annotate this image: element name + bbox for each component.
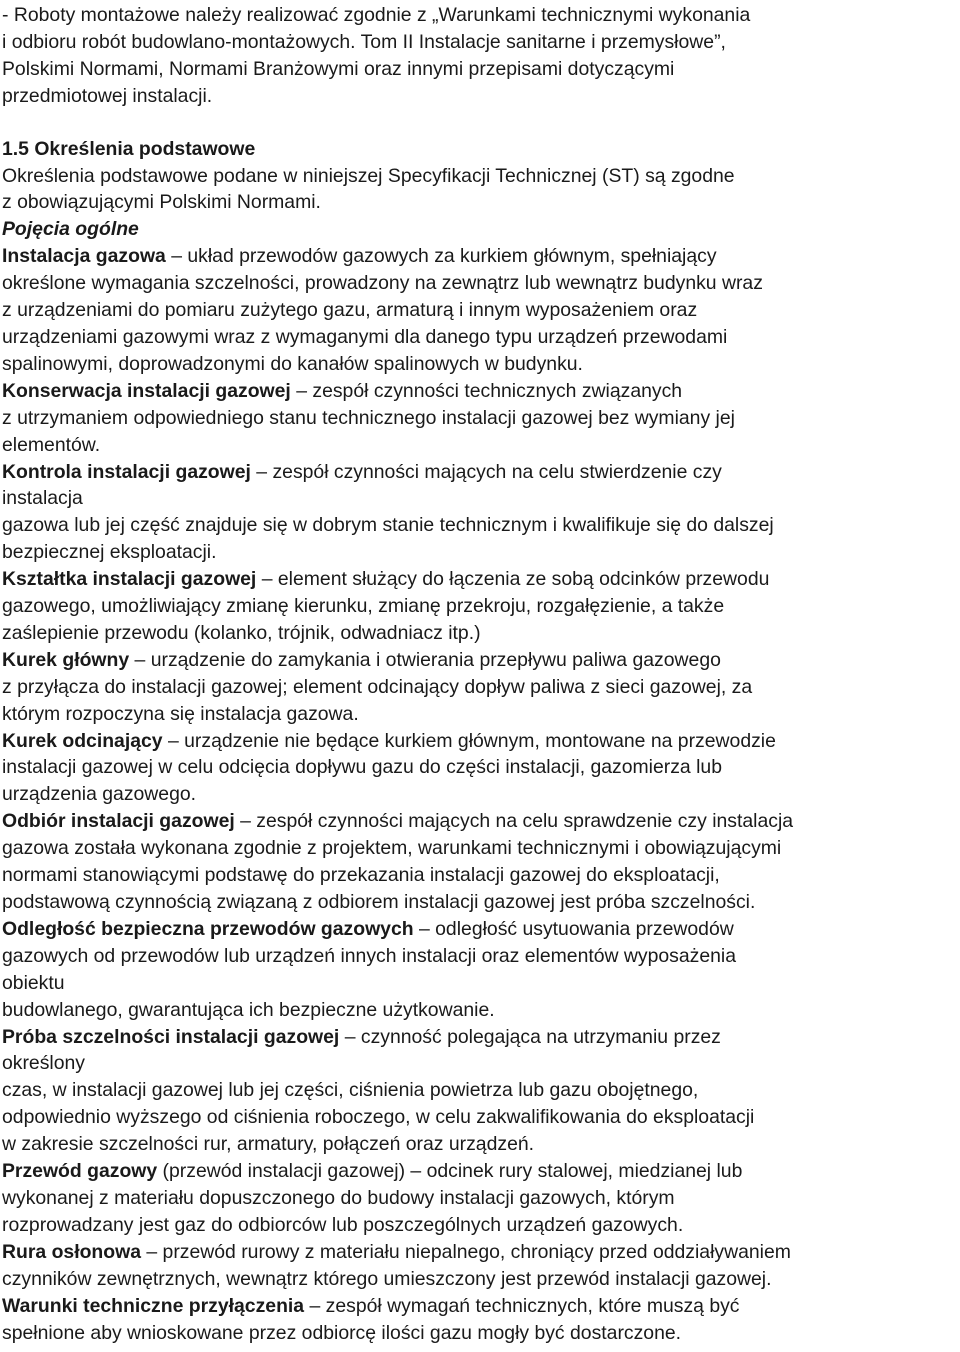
definition-text: – układ przewodów gazowych za kurkiem głównym, spełniający <box>165 245 717 268</box>
text-line: normami stanowiącymi podstawę do przekazania instalacji gazowej do eksploatacji, <box>2 864 720 887</box>
text-line: określone wymagania szczelności, prowadzony na zewnątrz lub wewnątrz budynku wraz <box>2 272 763 295</box>
text-line: podstawową czynnością związaną z odbiorem instalacji gazowej jest próba szczelności. <box>2 891 756 913</box>
text-line: elementów. <box>2 433 101 456</box>
definition-item <box>2 459 954 567</box>
subheading: Pojęcia ogólne <box>2 218 139 241</box>
definition-item <box>2 916 954 1024</box>
text-line: - Roboty montażowe należy realizować zgodnie z „Warunkami technicznymi wykonania <box>2 4 751 26</box>
text-line: zaślepienie przewodu (kolanko, trójnik, odwadniacz itp.) <box>2 621 481 644</box>
definition-text: – przewód rurowy z materiału niepalnego, chroniący przed oddziaływaniem <box>140 1240 791 1263</box>
text-line: bezpiecznej eksploatacji. <box>2 541 217 564</box>
definition-term: Odbiór instalacji gazowej <box>2 810 235 833</box>
text-line: gazowego, umożliwiający zmianę kierunku, zmianę przekroju, rozgałęzienie, a także <box>2 595 725 618</box>
definition-item <box>2 378 954 459</box>
definition-item <box>2 1293 954 1347</box>
section-1-5 <box>2 136 954 244</box>
definition-item <box>2 647 954 728</box>
text-line: z przyłącza do instalacji gazowej; element odcinający dopływ paliwa z sieci gazowej, za <box>2 675 753 698</box>
text-line: instalacja <box>2 487 83 510</box>
definition-item <box>2 243 954 378</box>
text-line: gazowych od przewodów lub urządzeń innych instalacji oraz elementów wyposażenia <box>2 944 737 967</box>
text-line: urządzeniami gazowymi wraz z wymaganymi dla danego typu urządzeń przewodami <box>2 325 728 348</box>
definition-item <box>2 1239 954 1293</box>
definition-term: Kurek odcinający <box>2 729 163 752</box>
definition-text: – urządzenie nie będące kurkiem głównym, montowane na przewodzie <box>162 729 776 752</box>
definition-text: – zespół czynności mających na celu sprawdzenie czy instalacja <box>234 810 794 833</box>
definition-term: Próba szczelności instalacji gazowej <box>2 1025 340 1048</box>
definition-text: – urządzenie do zamykania i otwierania przepływu paliwa gazowego <box>129 648 721 671</box>
definition-item <box>2 1158 954 1239</box>
definition-item <box>2 1024 954 1159</box>
text-line: czynników zewnętrznych, wewnątrz którego umieszczony jest przewód instalacji gazowej. <box>2 1267 772 1290</box>
definition-text: – odległość usytuowania przewodów <box>413 917 734 940</box>
text-line: Polskimi Normami, Normami Branżowymi oraz innymi przepisami dotyczącymi <box>2 57 675 80</box>
text-line: obiektu <box>2 971 65 994</box>
text-line: odpowiednio wyższego od ciśnienia roboczego, w celu zakwalifikowania do eksploatacji <box>2 1106 755 1129</box>
text-line: z urządzeniami do pomiaru zużytego gazu, armaturą i innym wyposażeniem oraz <box>2 299 698 322</box>
definition-term: Konserwacja instalacji gazowej <box>2 379 291 402</box>
text-line: wykonanej z materiału dopuszczonego do budowy instalacji gazowych, którym <box>2 1186 675 1209</box>
definition-term: Instalacja gazowa <box>2 245 166 268</box>
definition-text: – czynność polegająca na utrzymaniu przez <box>339 1025 721 1048</box>
definition-item <box>2 566 954 647</box>
text-line: przedmiotowej instalacji. <box>2 84 213 107</box>
text-line: czas, w instalacji gazowej lub jej części, ciśnienia powietrza lub gazu obojętnego, <box>2 1079 699 1102</box>
definition-item <box>2 728 954 809</box>
text-line: rozprowadzany jest gaz do odbiorców lub poszczególnych urządzeń gazowych. <box>2 1213 684 1236</box>
definition-term: Kształtka instalacji gazowej <box>2 568 257 591</box>
text-line: spalinowymi, doprowadzonymi do kanałów spalinowych w budynku. <box>2 352 583 375</box>
text-line: z utrzymaniem odpowiedniego stanu technicznego instalacji gazowej bez wymiany jej <box>2 406 735 429</box>
text-line: budowlanego, gwarantująca ich bezpieczne użytkowanie. <box>2 998 495 1021</box>
section-heading: 1.5 Określenia podstawowe <box>2 137 256 160</box>
definition-term: Warunki techniczne przyłączenia <box>2 1294 305 1317</box>
text-line: spełnione aby wnioskowane przez odbiorcę ilości gazu mogły być dostarczone. <box>2 1321 682 1344</box>
definition-term: Rura osłonowa <box>2 1240 141 1263</box>
text-line: urządzenia gazowego. <box>2 783 197 806</box>
text-line: z obowiązującymi Polskimi Normami. <box>2 191 321 214</box>
definition-text: (przewód instalacji gazowej) – odcinek rury stalowej, miedzianej lub <box>157 1160 743 1183</box>
definition-item <box>2 808 954 916</box>
definition-term: Odległość bezpieczna przewodów gazowych <box>2 917 414 940</box>
text-line: gazowa została wykonana zgodnie z projektem, warunkami technicznymi i obowiązującymi <box>2 837 782 860</box>
definition-text: – zespół wymagań technicznych, które muszą być <box>304 1294 740 1317</box>
text-line: instalacji gazowej w celu odcięcia dopływu gazu do części instalacji, gazomierza lub <box>2 756 722 779</box>
text-line: i odbioru robót budowlano-montażowych. Tom II Instalacje sanitarne i przemysłowe”, <box>2 30 726 53</box>
text-line: określony <box>2 1052 85 1075</box>
definitions-list <box>2 243 954 1346</box>
text-line: gazowa lub jej część znajduje się w dobrym stanie technicznym i kwalifikuje się do dalszej <box>2 514 774 537</box>
text-line: którym rozpoczyna się instalacja gazowa. <box>2 702 359 725</box>
text-line: Określenia podstawowe podane w niniejszej Specyfikacji Technicznej (ST) są zgodne <box>2 164 735 187</box>
definition-term: Kontrola instalacji gazowej <box>2 460 251 483</box>
intro-paragraph <box>2 2 954 110</box>
definition-term: Przewód gazowy <box>2 1160 158 1183</box>
definition-text: – zespół czynności technicznych związanych <box>290 379 683 402</box>
definition-text: – zespół czynności mających na celu stwierdzenie czy <box>250 460 722 483</box>
text-line: w zakresie szczelności rur, armatury, połączeń oraz urządzeń. <box>2 1133 535 1156</box>
definition-text: – element służący do łączenia ze sobą odcinków przewodu <box>256 568 770 591</box>
definition-term: Kurek główny <box>2 648 130 671</box>
